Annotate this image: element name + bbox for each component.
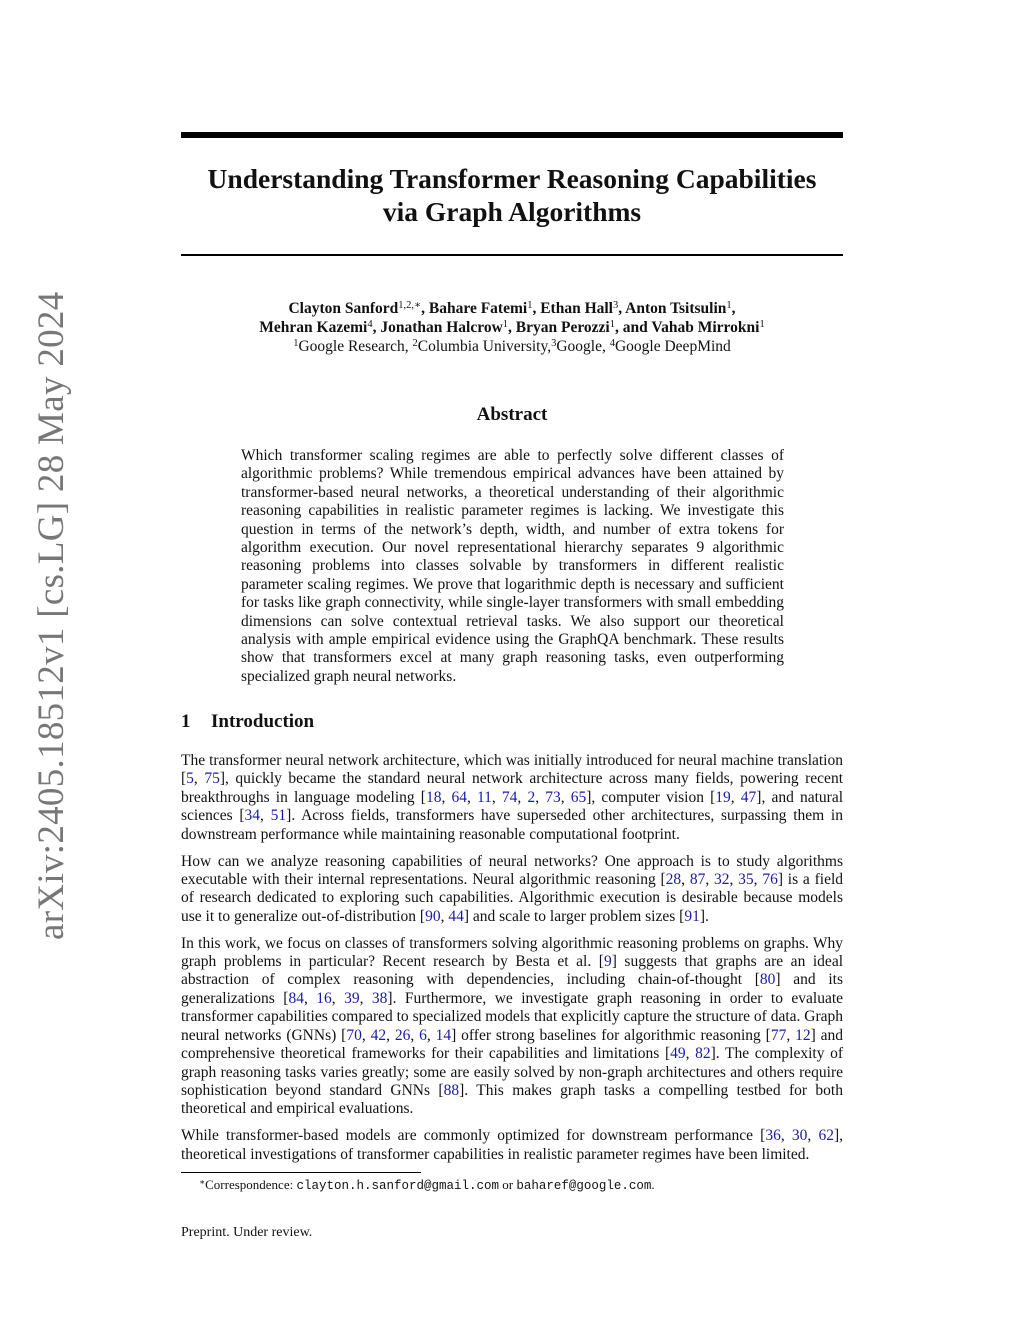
paragraph [181, 853, 843, 927]
author-affiliation-mark: 1 [759, 319, 765, 330]
author-affiliation-mark: 3 [613, 300, 619, 311]
affiliation-mark: 4 [609, 338, 615, 349]
paragraph-text: ]. Furthermore, we investigate graph reasoning in order to evaluate transformer capabilities compared to specialized models that explicitly capture the structure of data. Graph neural networks (GNNs) [ [181, 989, 844, 1044]
citation-link[interactable]: 65 [570, 788, 587, 806]
citation-link[interactable]: 49 [670, 1045, 686, 1063]
citation-link[interactable]: 6 [419, 1026, 427, 1044]
citation-link[interactable]: 19 [715, 788, 731, 806]
paragraph-text: , [441, 788, 452, 806]
paper-title-line-2: via Graph Algorithms [382, 196, 642, 227]
author-list-line-2 [181, 318, 843, 337]
citation-link[interactable]: 5 [186, 770, 194, 788]
abstract-text: Which transformer scaling regimes are able to perfectly solve different classes of algorithmic problems? While tremendous empirical advances have been attained by transformer-based neural networks, a theoretical understanding of their algorithmic reasoning capabilities in realistic parameter regimes is lacking. We investigate this question in terms of the network’s depth, width, and number of extra tokens for algorithm execution. Our novel representational hierarchy separates 9 algorithmic reasoning problems into classes solvable by transformers in different realistic parameter scaling regimes. We prove that logarithmic depth is necessary and sufficient for tasks like graph connectivity, while single-layer transformers with small embedding dimensions can solve contextual retrieval tasks. We also support our theoretical analysis with ample empirical evidence using the GraphQA benchmark. These results show that transformers excel at many graph reasoning tasks, even outperforming specialized graph neural networks. [241, 447, 784, 685]
citation-link[interactable]: 39 [344, 989, 360, 1007]
author-name: Anton Tsitsulin [625, 300, 727, 317]
citation-link[interactable]: 14 [435, 1026, 452, 1044]
paragraph-text: , [193, 770, 205, 788]
paragraph-text: , [517, 788, 528, 806]
paragraph-text: , [331, 989, 345, 1007]
footnote-mark: ∗ [199, 1177, 206, 1187]
affiliation-mark: 1 [293, 338, 299, 349]
paragraph-text: , [681, 870, 690, 888]
citation-link[interactable]: 76 [762, 870, 778, 888]
paragraph-text: , [807, 1127, 819, 1145]
author-name: Vahab Mirrokni [651, 319, 760, 336]
paragraph-text: ] and comprehensive theoretical frameworks for their capabilities and limitations [ [181, 1026, 844, 1063]
citation-link[interactable]: 11 [476, 788, 492, 806]
footnote-prefix: Correspondence: [205, 1177, 297, 1192]
paragraph-text: ], and natural sciences [ [181, 788, 844, 825]
title-top-rule [181, 132, 843, 138]
author-name: Bahare Fatemi [428, 300, 528, 317]
affiliation-line [181, 337, 843, 356]
paragraph-text: ] and its generalizations [ [181, 971, 844, 1007]
author-name: Ethan Hall [540, 300, 613, 317]
affiliation-mark: 2 [412, 338, 418, 349]
paragraph [181, 1127, 843, 1164]
citation-link[interactable]: 73 [545, 788, 561, 806]
citation-link[interactable]: 12 [795, 1026, 811, 1044]
paragraph-text: ]. The complexity of graph reasoning tasks varies greatly; some are easily solved by non-graph architectures and others require sophistication beyond standard GNNs [ [181, 1045, 843, 1099]
paragraph-text: , [410, 1026, 420, 1044]
author-name: Mehran Kazemi [259, 319, 368, 336]
citation-link[interactable]: 87 [689, 870, 706, 888]
author-separator: , [421, 300, 429, 317]
paragraph-text: , [440, 907, 449, 925]
author-separator: , [532, 300, 541, 317]
paragraph [181, 752, 843, 844]
title-bottom-rule [181, 254, 843, 256]
arxiv-identifier-stamp: arXiv:2405.18512v1 [cs.LG] 28 May 2024 [31, 291, 72, 940]
author-separator: , [618, 300, 626, 317]
paragraph-text: ]. Across fields, transformers have superseded other architectures, surpassing them in downstream performance while maintaining reasonable computational footprint. [181, 807, 843, 843]
footnote-suffix: . [651, 1177, 655, 1192]
paragraph-text: ]. This makes graph tasks a compelling testbed for both theoretical and empirical evaluations. [181, 1081, 843, 1118]
author-separator: , and [615, 319, 652, 336]
paragraph-text: ], quickly became the standard neural network architecture across many fields, powering recent breakthroughs in language modeling [ [181, 770, 843, 806]
section-title: Introduction [211, 711, 315, 732]
affiliation-name: Google, [556, 338, 610, 355]
citation-link[interactable]: 30 [791, 1127, 808, 1145]
paragraph-text: , [535, 788, 546, 806]
paragraph-text: How can we analyze reasoning capabilities of neural networks? One approach is to study algorithms executable with their internal representations. Neural algorithmic reasoning [ [181, 852, 843, 888]
citation-link[interactable]: 36 [765, 1127, 781, 1145]
citation-link[interactable]: 74 [501, 788, 518, 806]
citation-link[interactable]: 28 [665, 870, 682, 888]
citation-link[interactable]: 51 [270, 807, 287, 825]
paper-title [181, 162, 843, 228]
paragraph-text: ] offer strong baselines for algorithmic reasoning [ [451, 1026, 771, 1044]
section-heading [181, 711, 314, 733]
affiliation-name: Columbia University, [417, 338, 552, 355]
citation-link[interactable]: 44 [448, 907, 464, 925]
paragraph-text: , [359, 989, 372, 1007]
citation-link[interactable]: 26 [394, 1026, 411, 1044]
citation-link[interactable]: 16 [316, 989, 332, 1007]
author-name: Jonathan Halcrow [380, 319, 503, 336]
paragraph-text: ], theoretical investigations of transformer capabilities in realistic parameter regimes have been limited. [181, 1127, 844, 1163]
citation-link[interactable]: 32 [714, 870, 730, 888]
author-affiliation-mark: 1,2, [398, 300, 415, 311]
section-number: 1 [181, 711, 191, 732]
paragraph-text: , [729, 870, 739, 888]
author-name: Bryan Perozzi [515, 319, 610, 336]
paragraph-text: , [491, 788, 502, 806]
citation-link[interactable]: 77 [770, 1026, 787, 1044]
citation-link[interactable]: 18 [425, 788, 442, 806]
paragraph-text: ] and scale to larger problem sizes [ [463, 907, 685, 925]
author-affiliation-mark: 1 [527, 300, 533, 311]
citation-link[interactable]: 90 [425, 907, 441, 925]
author-separator: , [508, 319, 516, 336]
citation-link[interactable]: 42 [370, 1026, 387, 1044]
footnote-connector: or [499, 1177, 517, 1192]
abstract-heading: Abstract [476, 404, 548, 425]
footnote-email-link[interactable]: baharef@google.com [516, 1179, 652, 1193]
author-list-line-1 [181, 299, 843, 318]
paragraph-text: , [303, 989, 317, 1007]
paper-title-line-1: Understanding Transformer Reasoning Capabilities [207, 163, 817, 194]
paragraph-text: , [426, 1026, 436, 1044]
paragraph-text: While transformer-based models are commonly optimized for downstream performance [ [181, 1127, 766, 1145]
citation-link[interactable]: 91 [684, 907, 700, 925]
introduction-body [181, 752, 843, 1173]
paragraph-text: , [753, 870, 763, 888]
citation-link[interactable]: 82 [695, 1045, 711, 1063]
paragraph-text: , [466, 788, 477, 806]
paragraph-text: , [386, 1026, 395, 1044]
paragraph-text: ], computer vision [ [586, 788, 716, 806]
paragraph-text: ] suggests that graphs are an ideal abstraction of complex reasoning with dependencies, including chain-of-thought [ [181, 953, 844, 989]
footnote-rule [181, 1172, 421, 1173]
paragraph-text: , [780, 1127, 792, 1145]
citation-link[interactable]: 84 [288, 989, 304, 1007]
citation-link[interactable]: 75 [204, 770, 220, 788]
citation-link[interactable]: 64 [451, 788, 467, 806]
paragraph-text: The transformer neural network architecture, which was initially introduced for neural machine translation [ [181, 752, 843, 788]
author-name: Clayton Sanford [288, 300, 399, 317]
citation-link[interactable]: 38 [371, 989, 388, 1007]
author-separator: , [731, 300, 736, 317]
paragraph-text: , [730, 788, 741, 806]
paragraph-text: , [361, 1026, 371, 1044]
citation-link[interactable]: 35 [738, 870, 754, 888]
citation-link[interactable]: 47 [740, 788, 757, 806]
author-block [181, 299, 843, 356]
paragraph-text: , [705, 870, 714, 888]
author-separator: , [372, 319, 381, 336]
paragraph-text: ]. [699, 907, 709, 925]
footnote [199, 1177, 655, 1194]
paragraph-text: ] is a field of research dedicated to exploring such capabilities. Algorithmic execution is desirable because models use it to generalize out-of-distribution [ [181, 870, 844, 925]
affiliation-name: Google DeepMind [614, 338, 731, 355]
author-affiliation-mark: 1 [502, 319, 509, 330]
affiliation-mark: 3 [551, 338, 557, 349]
paragraph-text: In this work, we focus on classes of transformers solving algorithmic reasoning problems on graphs. Why graph problems in particular? Recent research by Besta et al. [ [181, 934, 843, 971]
author-affiliation-mark: 4 [367, 319, 373, 330]
citation-link[interactable]: 70 [346, 1026, 362, 1044]
citation-link[interactable]: 34 [244, 807, 261, 825]
affiliation-name: Google Research, [298, 338, 413, 355]
author-affiliation-mark: 1 [726, 300, 732, 311]
paragraph-text: , [260, 807, 271, 825]
footnote-email-link[interactable]: clayton.h.sanford@gmail.com [296, 1179, 500, 1193]
citation-link[interactable]: 80 [759, 971, 776, 989]
paragraph-text: , [685, 1045, 696, 1063]
paragraph-text: , [560, 788, 571, 806]
preprint-note: Preprint. Under review. [181, 1225, 313, 1240]
citation-link[interactable]: 88 [443, 1081, 460, 1099]
citation-link[interactable]: 62 [818, 1127, 834, 1145]
paragraph [181, 935, 843, 1119]
author-affiliation-mark: 1 [609, 319, 615, 330]
citation-link[interactable]: 9 [603, 953, 612, 971]
author-star-mark: ∗ [414, 300, 422, 311]
citation-link[interactable]: 2 [527, 788, 536, 806]
paragraph-text: , [786, 1026, 796, 1044]
